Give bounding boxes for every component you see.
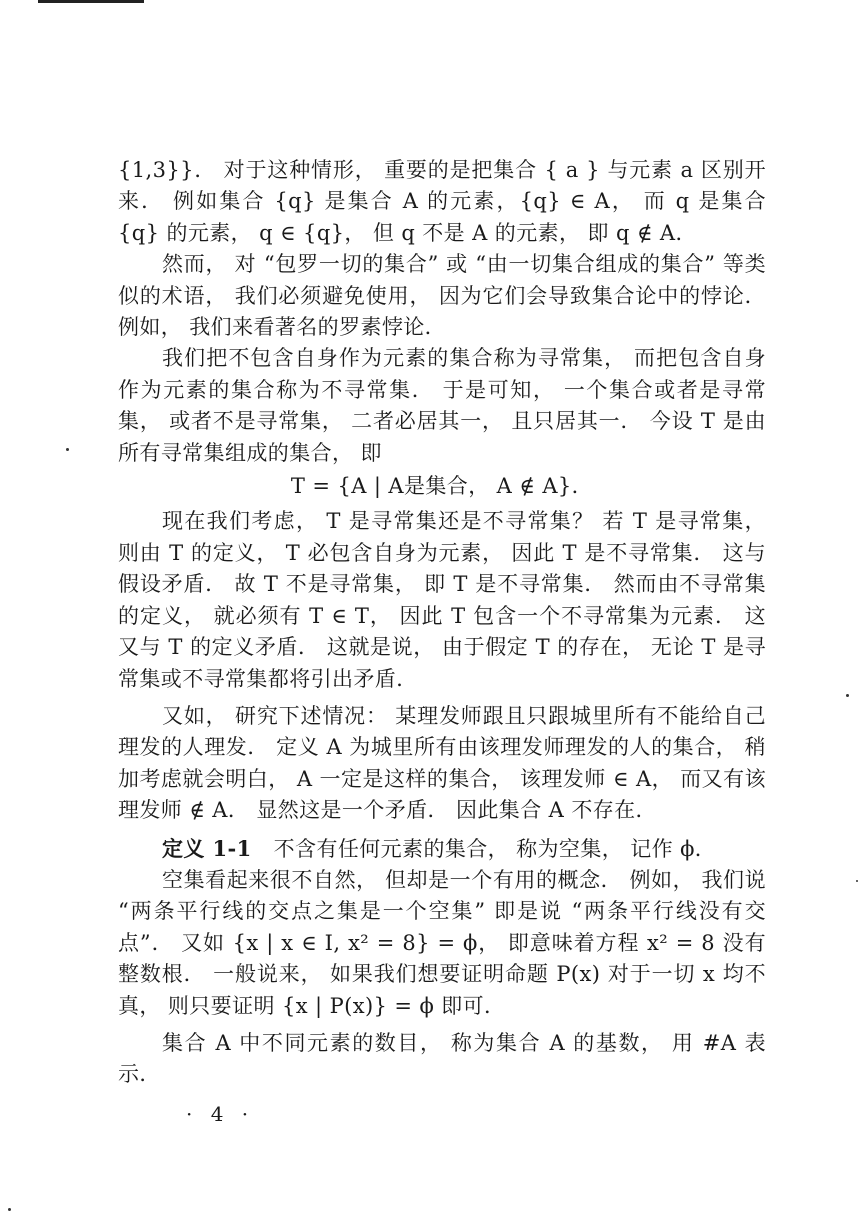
paragraph-7: 集合 A 中不同元素的数目， 称为集合 A 的基数， 用 #A 表示． <box>118 1030 766 1087</box>
scan-speck <box>8 1208 11 1211</box>
paragraph-1: {1,3}}． 对于这种情形， 重要的是把集合 { a } 与元素 a 区别开来． 例如集合 {q} 是集合 A 的元素，{q} ∈ A， 而 q 是集合 {q} 的元素， q ∈ {q}， 但 q 不是 A 的元素， 即 q ∉ A． <box>118 158 766 245</box>
page-number: · 4 · <box>186 1102 255 1126</box>
scan-speck <box>66 448 69 451</box>
top-rule <box>38 0 144 3</box>
paragraph-4: 现在我们考虑， T 是寻常集还是不寻常集？ 若 T 是寻常集， 则由 T 的定义， T 必包含自身为元素， 因此 T 是不寻常集． 这与假设矛盾． 故 T 不是寻常集， 即 T 是不寻常集． 然而由不寻常集的定义， 就必须有 T ∈ T， 因此 T 包含一个不寻常集为元素． 这又与 T 的定义矛盾． 这就是说， 由于假定 T 的存在， 无论 T 是寻常集或不寻常集都将引出矛盾． <box>118 509 766 691</box>
paragraph-3: 我们把不包含自身作为元素的集合称为寻常集， 而把包含自身作为元素的集合称为不寻常集． 于是可知， 一个集合或者是寻常集， 或者不是寻常集， 二者必居其一， 且只居其一． 今设 T 是由所有寻常集组成的集合， 即 <box>118 346 766 465</box>
scan-speck <box>856 880 858 882</box>
definition-label: 定义 1-1 <box>162 835 252 861</box>
definition-1-1 <box>118 833 766 865</box>
definition-text: 不含有任何元素的集合， 称为空集， 记作 ϕ． <box>273 836 717 861</box>
scan-speck <box>846 694 849 697</box>
formula-T: T = {A | A是集合， A ∉ A}． <box>290 474 594 499</box>
page-body <box>118 155 766 1091</box>
paragraph-6: 空集看起来很不自然， 但却是一个有用的概念． 例如， 我们说 “两条平行线的交点之集是一个空集” 即是说 “两条平行线没有交点”． 又如 {x | x ∈ I, x² = 8} = ϕ， 即意味着方程 x² = 8 没有整数根． 一般说来， 如果我们想要证明命题 P(x) 对于一切 x 均不真， 则只要证明 {x | P(x)} = ϕ 即可． <box>118 867 766 1018</box>
paragraph-2: 然而， 对 “包罗一切的集合” 或 “由一切集合组成的集合” 等类似的术语， 我们必须避免使用， 因为它们会导致集合论中的悖论． 例如， 我们来看著名的罗素悖论． <box>118 252 766 340</box>
paragraph-5: 又如， 研究下述情况： 某理发师跟且只跟城里所有不能给自己理发的人理发． 定义 A 为城里所有由该理发师理发的人的集合， 稍加考虑就会明白， A 一定是这样的集合， 该理发师 ∈ A， 而又有该理发师 ∉ A． 显然这是一个矛盾． 因此集合 A 不存在． <box>118 703 766 823</box>
